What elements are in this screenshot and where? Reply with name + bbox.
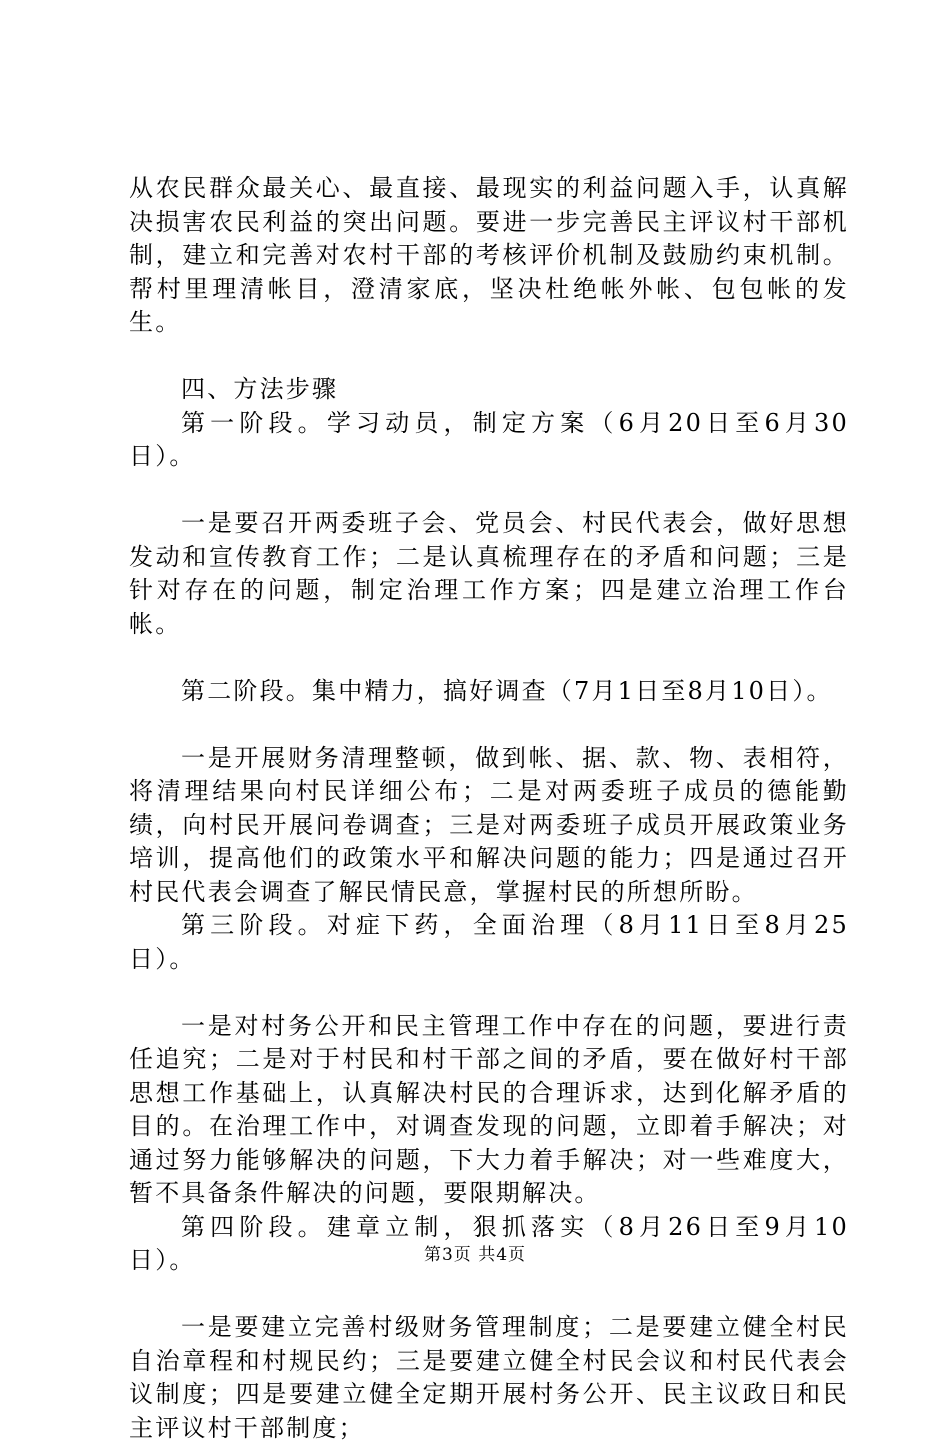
stage-heading-2: 第二阶段。集中精力，搞好调查（7月1日至8月10日）。 <box>181 676 833 705</box>
paragraph-stage-1: 一是要召开两委班子会、党员会、村民代表会，做好思想发动和宣传教育工作；二是认真梳理存在的矛盾和问题；三是针对存在的问题，制定治理工作方案；四是建立治理工作台帐。 <box>129 509 849 638</box>
paragraph-stage-3: 一是对村务公开和民主管理工作中存在的问题，要进行责任追究；二是对于村民和村干部之间的矛盾，要在做好村干部思想工作基础上，认真解决村民的合理诉求，达到化解矛盾的目的。在治理工作中，对调查发现的问题，立即着手解决；对通过努力能够解决的问题，下大力着手解决；对一些难度大，暂不具备条件解决的问题，要限期解决。 <box>129 1011 849 1207</box>
stage-heading-4: 第四阶段。建章立制，狠抓落实（8月26日至9月10日）。 <box>129 1212 849 1274</box>
stage-heading-3: 第三阶段。对症下药，全面治理（8月11日至8月25日）。 <box>129 911 849 973</box>
paragraph-gap <box>129 641 849 675</box>
section-heading-methods: 四、方法步骤 <box>181 375 339 403</box>
paragraph-stage-2: 一是开展财务清理整顿，做到帐、据、款、物、表相符，将清理结果向村民详细公布；二是对两委班子成员的德能勤绩，向村民开展问卷调查；三是对两委班子成员开展政策业务培训，提高他们的政策水平和解决问题的能力；四是通过召开村民代表会调查了解民情民意，掌握村民的所想所盼。 <box>129 743 849 906</box>
stage-heading-1: 第一阶段。学习动员，制定方案（6月20日至6月30日）。 <box>129 408 849 470</box>
paragraph-gap <box>129 474 849 508</box>
paragraph-intro: 从农民群众最关心、最直接、最现实的利益问题入手，认真解决损害农民利益的突出问题。要进一步完善民主评议村干部机制，建立和完善对农村干部的考核评价机制及鼓励约束机制。帮村里理清帐目，澄清家底，坚决杜绝帐外帐、包包帐的发生。 <box>129 174 849 336</box>
paragraph-gap <box>129 340 849 374</box>
paragraph-gap <box>129 976 849 1010</box>
paragraph-gap <box>129 708 849 742</box>
paragraph-stage-4: 一是要建立完善村级财务管理制度；二是要建立健全村民自治章程和村规民约；三是要建立健全村民会议和村民代表会议制度；四是要建立健全定期开展村务公开、民主议政日和民主评议村干部制度； <box>129 1313 849 1442</box>
page-number-footer: 第3页 共4页 <box>423 1245 527 1265</box>
paragraph-gap <box>129 1278 849 1312</box>
